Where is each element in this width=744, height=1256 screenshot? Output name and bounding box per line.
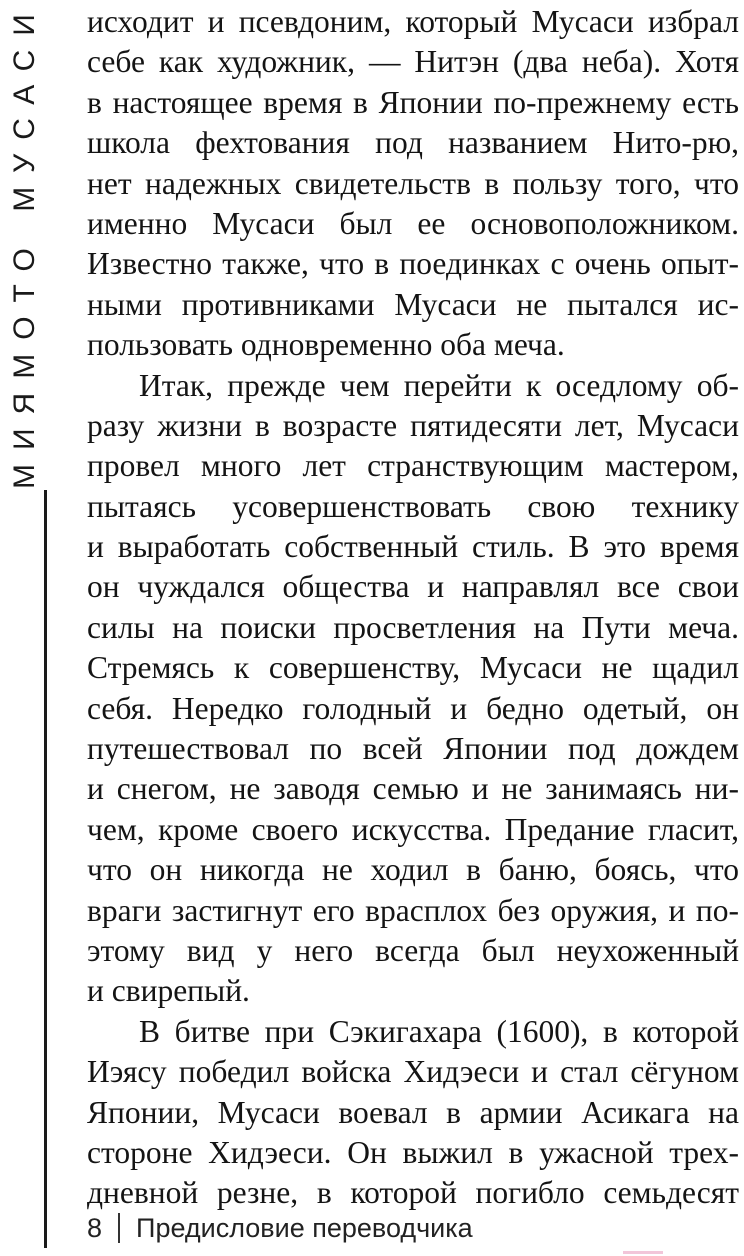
- text-line: и свирепый.: [87, 973, 250, 1009]
- text-line: и снегом, не заводя семью и не занимаясь ни-: [87, 771, 739, 807]
- text-line: именно Мусаси был ее основоположником.: [87, 205, 739, 241]
- footer-section-title: Предисловие переводчика: [136, 1212, 473, 1243]
- page-number: 8: [87, 1212, 103, 1243]
- text-line: в настоящее время в Японии по-прежнему есть: [87, 84, 739, 120]
- text-line: враги застигнут его врасплох без оружия, и по-: [87, 892, 739, 928]
- text-line: себе как художник, — Нитэн (два неба). Хотя: [87, 44, 739, 80]
- text-line: Итак, прежде чем перейти к оседлому об-: [139, 367, 739, 403]
- text-line: Японии, Мусаси воевал в армии Асикага на: [87, 1094, 739, 1130]
- text-line: школа фехтования под названием Нито-рю,: [87, 125, 739, 161]
- text-line: пользовать одновременно оба меча.: [87, 327, 565, 363]
- text-line: и выработать собственный стиль. В это время: [87, 529, 739, 565]
- text-line: пытаясь усовершенствовать свою технику: [87, 488, 739, 524]
- print-mark: [623, 1251, 663, 1254]
- body-text: [87, 2, 739, 1214]
- text-line: Стремясь к совершенству, Мусаси не щадил: [87, 650, 739, 686]
- text-line: В битве при Сэкигахара (1600), в которой: [139, 1013, 739, 1049]
- text-line: Иэясу победил войска Хидэеси и стал сёгуном: [87, 1054, 739, 1090]
- text-line: стороне Хидэеси. Он выжил в ужасной трех-: [87, 1134, 739, 1170]
- text-line: нет надежных свидетельств в пользу того, что: [87, 165, 739, 201]
- text-line: силы на поиски просветления на Пути меча.: [87, 609, 739, 645]
- running-title-text: МИЯМОТО МУСАСИ: [8, 0, 41, 489]
- text-line: провел много лет странствующим мастером,: [87, 448, 739, 484]
- text-line: исходит и псевдоним, который Мусаси избрал: [87, 4, 739, 39]
- text-line: он чуждался общества и направлял все свои: [87, 569, 739, 605]
- text-line: дневной резне, в которой погибло семьдесят: [87, 1175, 739, 1211]
- text-line: ными противниками Мусаси не пытался ис-: [87, 286, 739, 322]
- text-line: Известно также, что в поединках с очень опыт-: [87, 246, 739, 282]
- text-line: чем, кроме своего искусства. Предание гласит,: [87, 811, 739, 847]
- running-title: [2, 0, 48, 1240]
- text-line: разу жизни в возрасте пятидесяти лет, Мусаси: [87, 407, 739, 443]
- text-line: себя. Нередко голодный и бедно одетый, он: [87, 690, 739, 726]
- page-footer: [87, 1208, 473, 1248]
- running-title-rule: [44, 490, 47, 1248]
- text-line: что он никогда не ходил в баню, боясь, что: [87, 852, 739, 888]
- text-line: путешествовал по всей Японии под дождем: [87, 731, 739, 767]
- text-line: этому вид у него всегда был неухоженный: [87, 932, 739, 968]
- footer-divider: [118, 1213, 120, 1243]
